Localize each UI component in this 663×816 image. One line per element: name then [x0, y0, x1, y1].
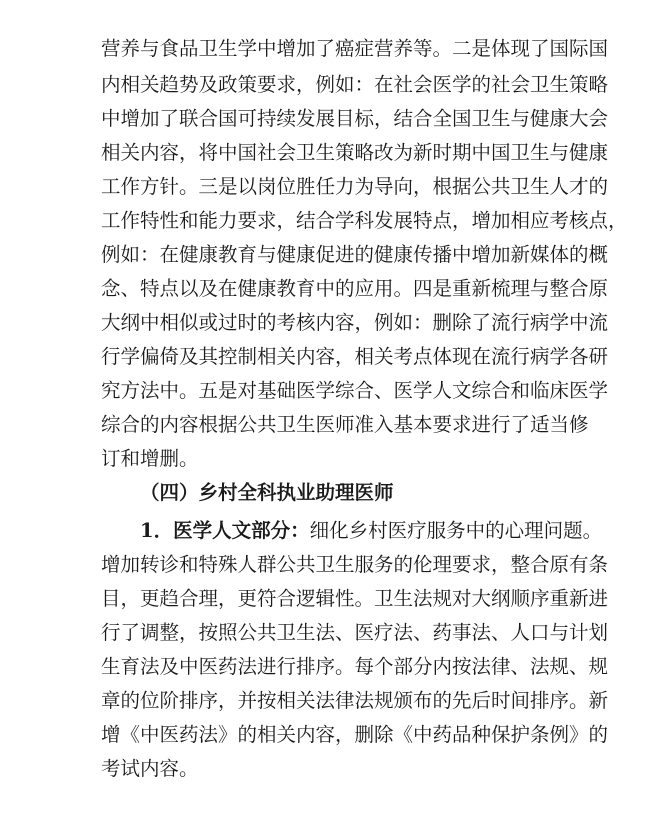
- item-1-first-line: [140, 519, 603, 543]
- text-line: 增《中医药法》的相关内容，删除《中药品种保护条例》的: [101, 723, 609, 746]
- section-heading: （四）乡村全科执业助理医师: [140, 481, 394, 504]
- text-line: 考试内容。: [101, 757, 199, 780]
- item-1-text: 细化乡村医疗服务中的心理问题。: [309, 519, 603, 542]
- text-line: 生育法及中医药法进行排序。每个部分内按法律、法规、规: [101, 655, 609, 678]
- text-line: 例如：在健康教育与健康促进的健康传播中增加新媒体的概: [101, 243, 609, 266]
- text-line: 增加转诊和特殊人群公共卫生服务的伦理要求，整合原有条: [101, 553, 609, 576]
- text-line: 订和增删。: [101, 447, 199, 470]
- text-line: 营养与食品卫生学中增加了癌症营养等。二是体现了国际国: [101, 37, 609, 60]
- text-line: 内相关趋势及政策要求，例如：在社会医学的社会卫生策略: [101, 73, 609, 96]
- text-line: 章的位阶排序，并按相关法律法规颁布的先后时间排序。新: [101, 689, 609, 712]
- text-line: 中增加了联合国可持续发展目标，结合全国卫生与健康大会: [101, 107, 609, 130]
- text-line: 工作方针。三是以岗位胜任力为导向，根据公共卫生人才的: [101, 175, 609, 198]
- text-line: 行学偏倚及其控制相关内容，相关考点体现在流行病学各研: [101, 345, 609, 368]
- text-line: 念、特点以及在健康教育中的应用。四是重新梳理与整合原: [101, 277, 609, 300]
- item-1-label: 1．医学人文部分：: [140, 519, 310, 542]
- text-line: 综合的内容根据公共卫生医师准入基本要求进行了适当修: [101, 413, 589, 436]
- text-line: 行了调整，按照公共卫生法、医疗法、药事法、人口与计划: [101, 621, 609, 644]
- text-line: 目，更趋合理，更符合逻辑性。卫生法规对大纲顺序重新进: [101, 587, 609, 610]
- text-line: 究方法中。五是对基础医学综合、医学人文综合和临床医学: [101, 379, 609, 402]
- text-line: 相关内容，将中国社会卫生策略改为新时期中国卫生与健康: [101, 141, 609, 164]
- text-line: 大纲中相似或过时的考核内容，例如：删除了流行病学中流: [101, 311, 609, 334]
- text-line: 工作特性和能力要求，结合学科发展特点，增加相应考核点，: [101, 209, 628, 232]
